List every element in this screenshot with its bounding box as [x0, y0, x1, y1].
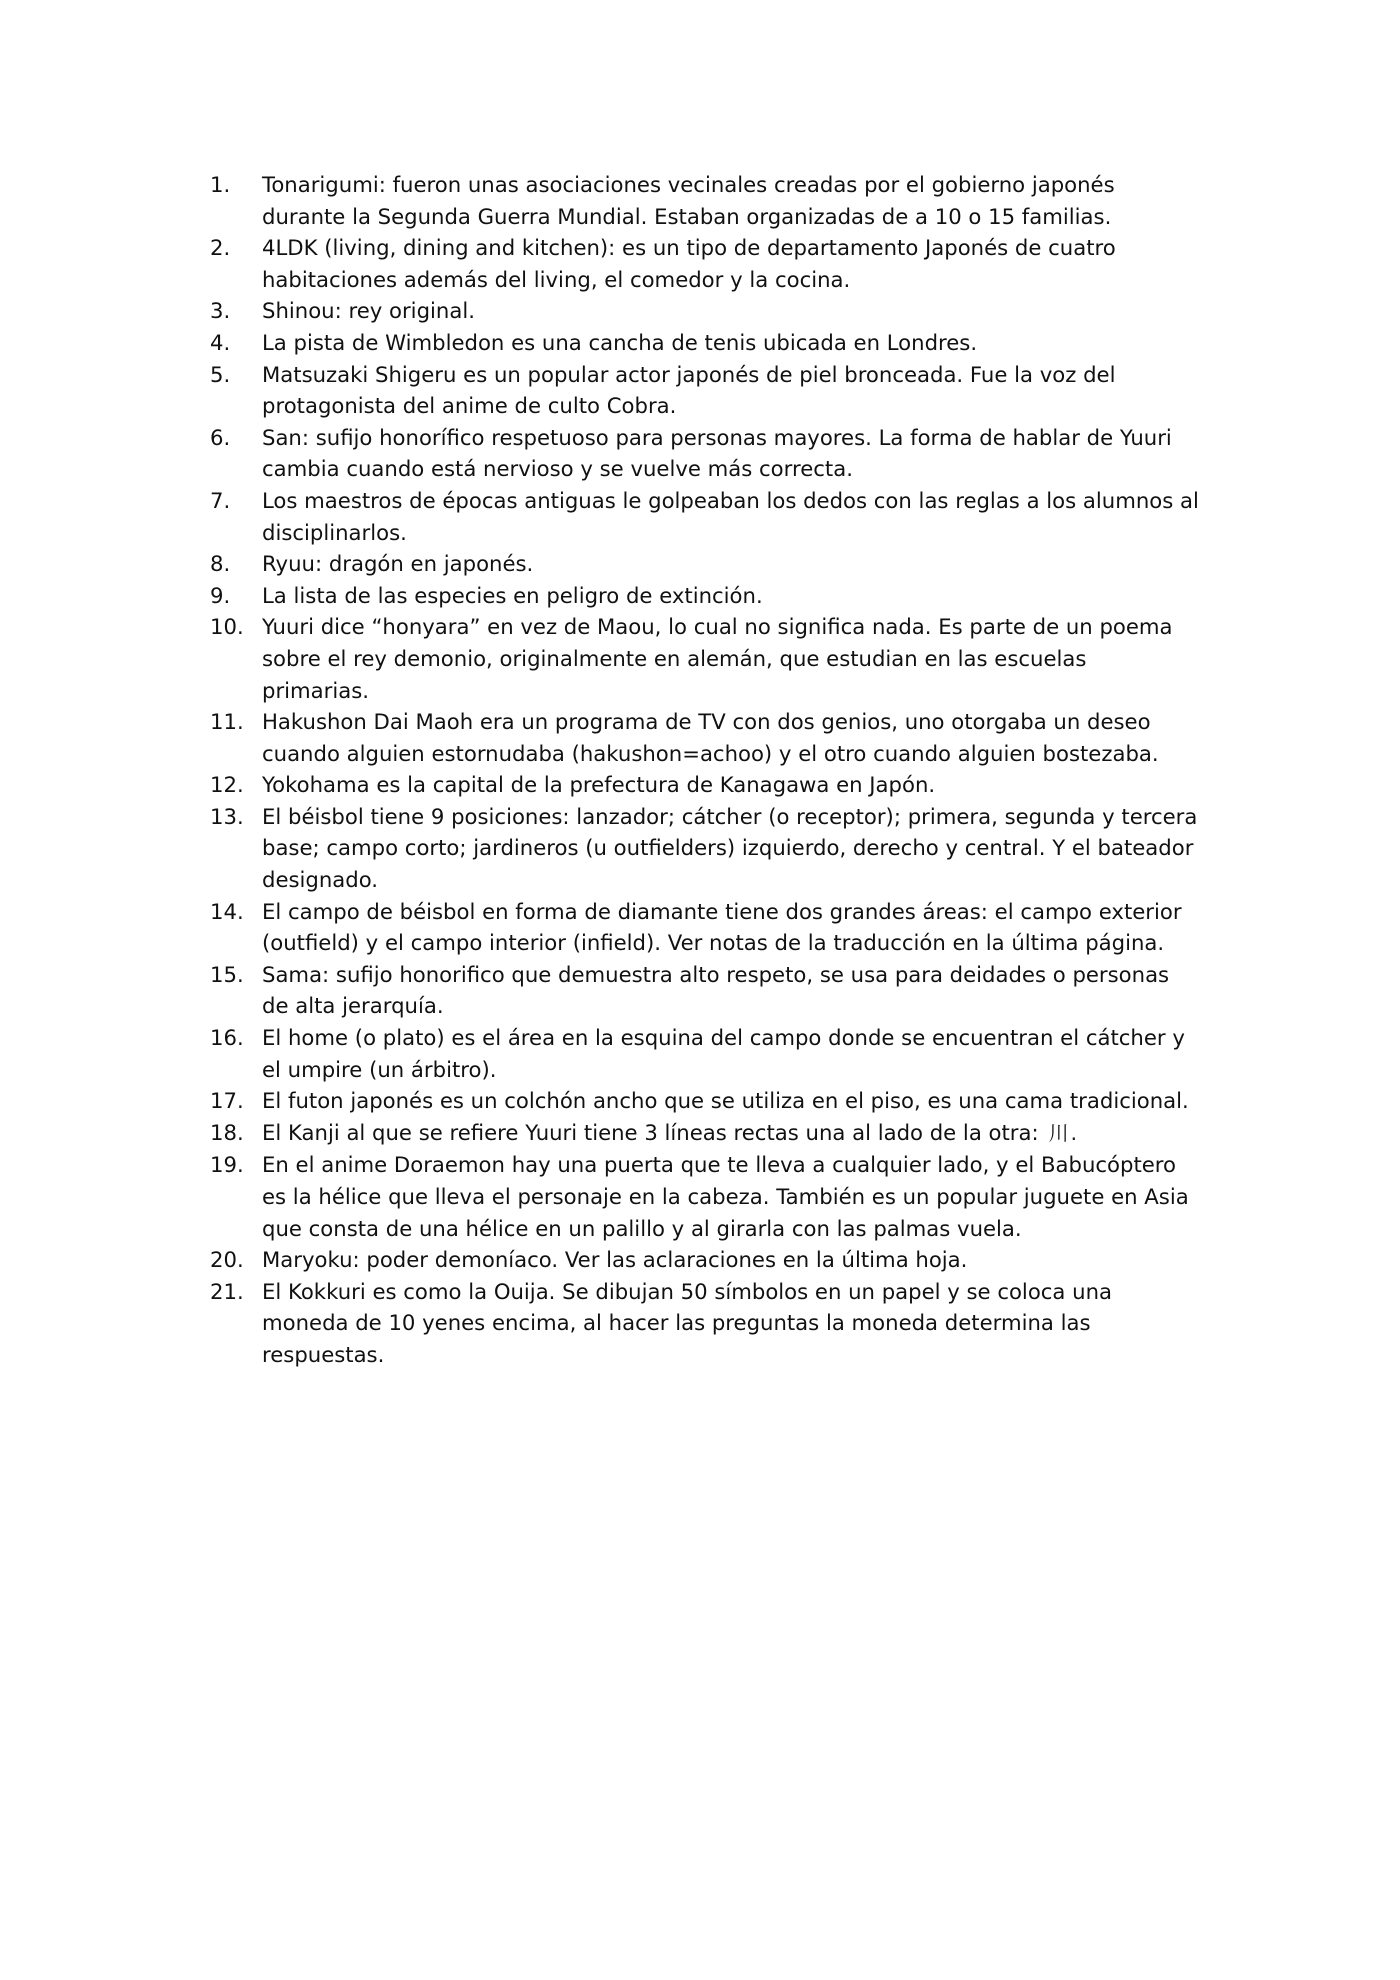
note-text: Los maestros de épocas antiguas le golpeaban los dedos con las reglas a los alumnos al disciplinarlos. — [262, 487, 1199, 545]
note-number: 21. — [210, 1278, 244, 1304]
note-text: La lista de las especies en peligro de extinción. — [262, 582, 763, 608]
note-item-2 — [200, 232, 1200, 295]
note-item-19 — [200, 1149, 1200, 1244]
note-number: 17. — [210, 1088, 244, 1114]
note-item-9 — [200, 580, 1200, 612]
note-number: 12. — [210, 772, 244, 798]
note-item-14 — [200, 896, 1200, 959]
translation-notes-list — [200, 169, 1200, 1371]
note-text: El Kokkuri es como la Ouija. Se dibujan 50 símbolos en un papel y se coloca una moneda de 10 yenes encima, al hacer las preguntas la moneda determina las respuestas. — [262, 1278, 1112, 1367]
note-text: El Kanji al que se refiere Yuuri tiene 3 líneas rectas una al lado de la otra: — [262, 1119, 1039, 1145]
note-text: El futon japonés es un colchón ancho que se utiliza en el piso, es una cama tradicional. — [262, 1088, 1189, 1114]
note-number: 10. — [210, 614, 244, 640]
note-text: El campo de béisbol en forma de diamante tiene dos grandes áreas: el campo exterior (outfield) y el campo interior (infield). Ver notas de la traducción en la última página. — [262, 898, 1182, 956]
note-item-3 — [200, 295, 1200, 327]
note-text: Hakushon Dai Maoh era un programa de TV con dos genios, uno otorgaba un deseo cuando alguien estornudaba (hakushon=achoo) y el otro cuando alguien bostezaba. — [262, 709, 1159, 766]
note-number: 9. — [210, 582, 231, 608]
note-number: 16. — [210, 1025, 244, 1051]
note-item-13 — [200, 801, 1200, 896]
note-item-4 — [200, 327, 1200, 359]
note-item-6 — [200, 422, 1200, 485]
note-item-12 — [200, 769, 1200, 801]
note-number: 2. — [210, 235, 231, 261]
note-item-18 — [200, 1117, 1200, 1150]
note-number: 4. — [210, 329, 231, 355]
note-text: El béisbol tiene 9 posiciones: lanzador; cátcher (o receptor); primera, segunda y tercera base; campo corto; jardineros (u outfielders) izquierdo, derecho y central. Y el bateador designado. — [262, 803, 1198, 893]
note-text: Maryoku: poder demoníaco. Ver las aclaraciones en la última hoja. — [262, 1247, 968, 1273]
note-number: 6. — [210, 424, 231, 450]
note-text: Tonarigumi: fueron unas asociaciones vecinales creadas por el gobierno japonés durante la Segunda Guerra Mundial. Estaban organizadas de a 10 o 15 familias. — [262, 172, 1115, 229]
note-text: Sama: sufijo honorifico que demuestra alto respeto, se usa para deidades o personas de alta jerarquía. — [262, 961, 1170, 1019]
note-text: 4LDK (living, dining and kitchen): es un tipo de departamento Japonés de cuatro habitaciones además del living, el comedor y la cocina. — [262, 235, 1116, 292]
note-text: La pista de Wimbledon es una cancha de tenis ubicada en Londres. — [262, 329, 978, 355]
note-number: 3. — [210, 298, 231, 324]
note-number: 18. — [210, 1119, 244, 1145]
note-number: 1. — [210, 172, 231, 197]
note-item-7 — [200, 485, 1200, 548]
note-text: Yuuri dice “honyara” en vez de Maou, lo cual no significa nada. Es parte de un poema sobre el rey demonio, originalmente en alemán, que estudian en las escuelas primarias. — [262, 614, 1173, 703]
note-text: Yokohama es la capital de la prefectura de Kanagawa en Japón. — [262, 772, 936, 798]
note-text-with-kanji — [262, 1117, 1200, 1150]
kanji-glyph: 川. — [1048, 1120, 1080, 1145]
note-item-16 — [200, 1022, 1200, 1085]
note-number: 14. — [210, 898, 244, 924]
note-item-1 — [200, 169, 1200, 232]
note-number: 8. — [210, 551, 231, 577]
note-text: En el anime Doraemon hay una puerta que te lleva a cualquier lado, y el Babucóptero es la hélice que lleva el personaje en la cabeza. También es un popular juguete en Asia que consta de una hélice en un palillo y al girarla con las palmas vuela. — [262, 1152, 1189, 1241]
note-item-21 — [200, 1276, 1200, 1371]
note-number: 7. — [210, 487, 231, 513]
note-item-17 — [200, 1085, 1200, 1117]
note-text: San: sufijo honorífico respetuoso para personas mayores. La forma de hablar de Yuuri cambia cuando está nervioso y se vuelve más correcta. — [262, 424, 1172, 482]
note-item-11 — [200, 706, 1200, 769]
note-number: 19. — [210, 1152, 244, 1178]
note-number: 15. — [210, 961, 244, 987]
note-number: 11. — [210, 709, 244, 735]
note-number: 20. — [210, 1247, 244, 1273]
note-number: 5. — [210, 361, 231, 387]
note-text: Shinou: rey original. — [262, 298, 475, 324]
note-number: 13. — [210, 803, 244, 829]
note-item-15 — [200, 959, 1200, 1022]
note-text: Ryuu: dragón en japonés. — [262, 551, 534, 577]
note-item-8 — [200, 548, 1200, 580]
note-text: Matsuzaki Shigeru es un popular actor japonés de piel bronceada. Fue la voz del protagonista del anime de culto Cobra. — [262, 361, 1116, 419]
note-item-10 — [200, 611, 1200, 706]
note-item-5 — [200, 359, 1200, 422]
note-text: El home (o plato) es el área en la esquina del campo donde se encuentran el cátcher y el umpire (un árbitro). — [262, 1025, 1185, 1082]
note-item-20 — [200, 1244, 1200, 1276]
